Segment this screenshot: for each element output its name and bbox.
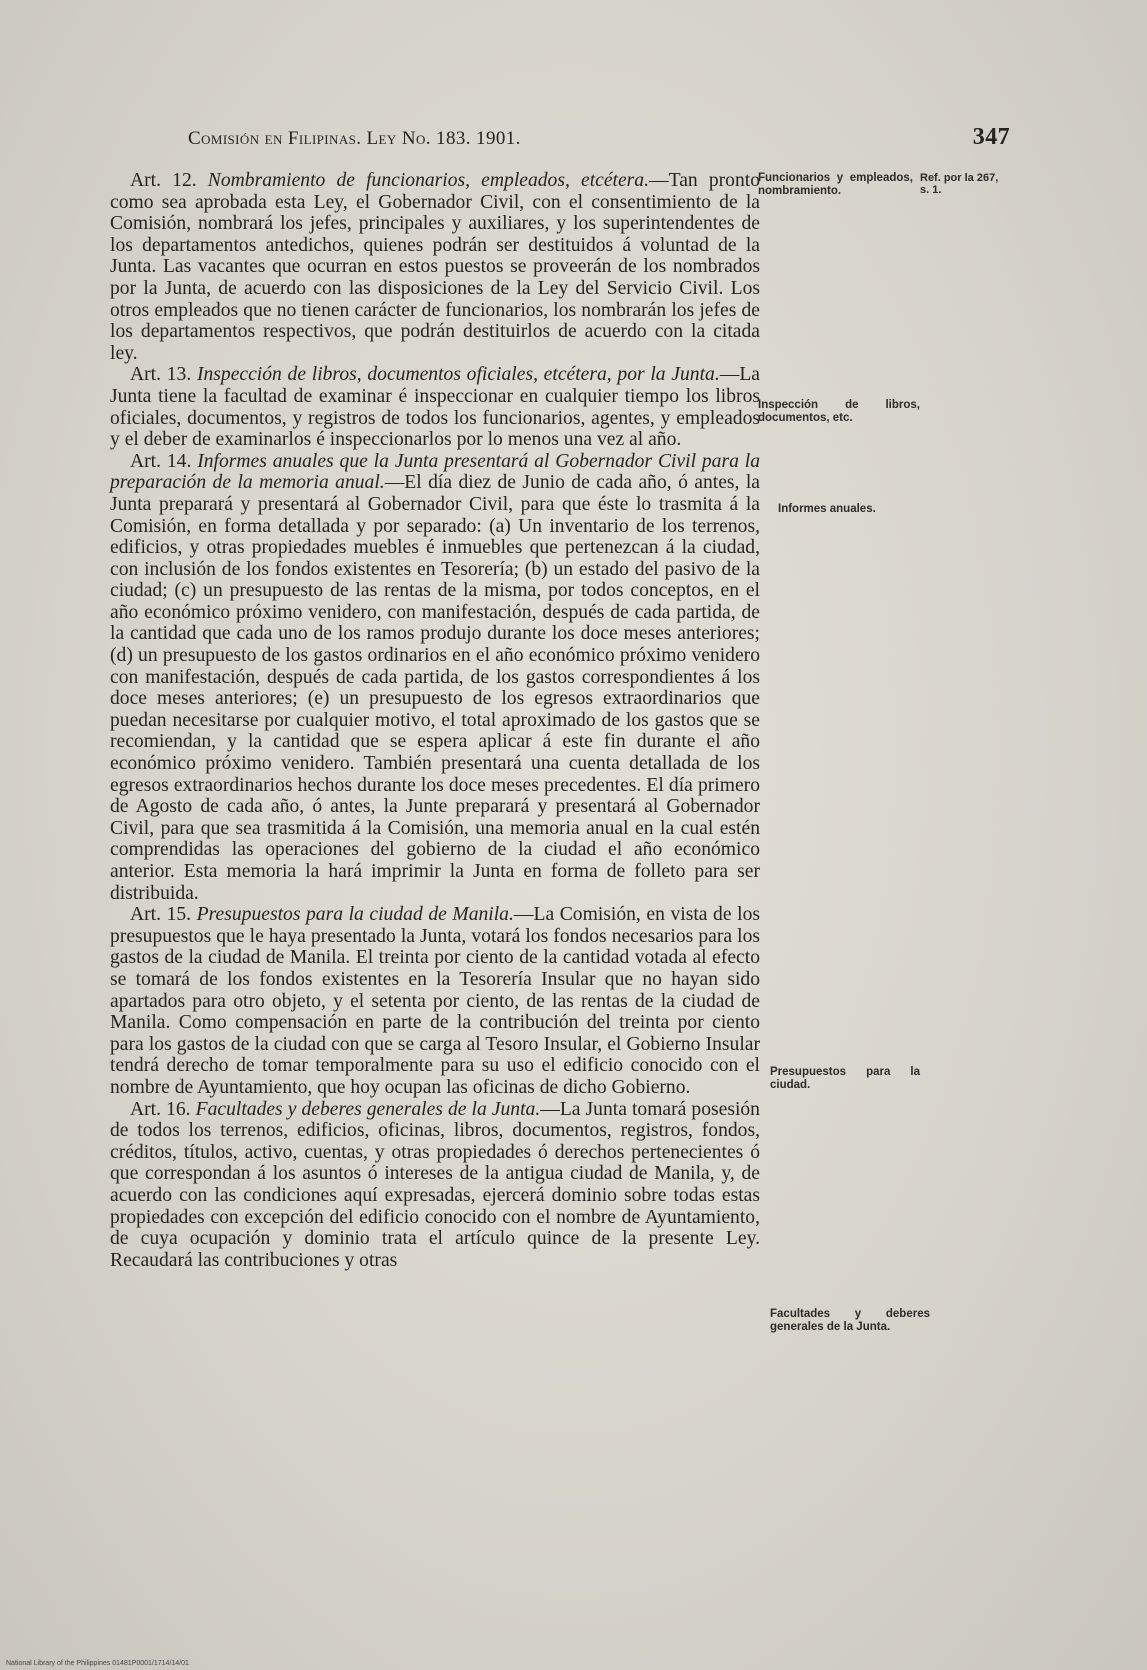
article-13 (110, 364, 760, 450)
article-number: Art. 14. (130, 450, 192, 472)
margin-note-14: Informes anuales. (778, 503, 876, 515)
article-text: —La Junta tomará posesión de todos los terrenos, edificios, oficinas, libros, documentos, registros, fondos, créditos, títulos, activo, cuentas, y otras propiedades ó derechos pertenecientes ó que correspondan á los asuntos ó intereses de la antigua ciudad de Manila, y, de acuerdo con las condiciones aquí expresadas, ejercerá dominio sobre todas estas propiedades con excepción del edificio conocido con el nombre de Ayuntamiento, de cuya ocupación y dominio trata el artículo quince de la presente Ley. Recaudará las contribuciones y otras (110, 1098, 760, 1271)
article-number: Art. 13. (130, 364, 192, 386)
scan-footer: National Library of the Philippines 01481P0001/1714/14/01 (6, 1660, 189, 1667)
article-text: —El día diez de Junio de cada año, ó antes, la Junta preparará y presentará al Gobernador Civil, para que éste lo trasmita á la Comisión, en forma detallada y por separado: (a) Un inventario de los terrenos, edificios, y otras propiedades muebles é inmuebles que pertenezcan á la ciudad, con inclusión de los fondos existentes en Tesorería; (b) un estado del pasivo de la ciudad; (c) un presupuesto de las rentas de la misma, por todos conceptos, en el año económico próximo venidero, con manifestación, después de cada partida, de la cantidad que cada uno de los ramos produjo durante los doce meses anteriores; (d) un presupuesto de los gastos ordinarios en el año económico próximo venidero con manifestación, después de cada partida, de los gastos correspondientes á los doce meses anteriores; (e) un presupuesto de los egresos extraordinarios que puedan necesitarse por cualquier motivo, el total aproximado de los gastos que se recomiendan, y la cantidad que se espera aplicar á este fin durante el año económico próximo venidero. También presentará una cuenta detallada de los egresos extraordinarios hechos durante los doce meses precedentes. El día primero de Agosto de cada año, ó antes, la Junte preparará y presentará al Gobernador Civil, para que sea trasmitida á la Comisión, una memoria anual en la cual estén comprendidas las operaciones del gobierno de la ciudad el año económico anterior. Esta memoria la hará imprimir la Junta en forma de folleto para ser distribuida. (110, 472, 760, 904)
page-number: 347 (972, 124, 1010, 150)
article-title: Nombramiento de funcionarios, empleados, etcétera. (207, 170, 650, 191)
article-16 (110, 1099, 760, 1272)
article-12 (110, 170, 760, 364)
article-title: Informes anuales que la Junta presentará al Gobernador Civil para la preparación de la memoria anual. (110, 450, 760, 494)
margin-note-15: Presupuestos para la ciudad. (770, 1066, 920, 1091)
article-number: Art. 16. (130, 1098, 191, 1120)
article-body (110, 170, 760, 1271)
article-title: Facultades y deberes generales de la Junta. (195, 1098, 541, 1120)
running-head: Comisión en Filipinas. Ley No. 183. 1901. (188, 128, 521, 149)
article-15 (110, 904, 760, 1098)
article-title: Presupuestos para la ciudad de Manila. (196, 904, 514, 926)
margin-note-16: Facultades y deberes generales de la Junta. (770, 1308, 930, 1333)
article-number: Art. 12. (130, 170, 197, 191)
reference-note: Ref. por la 267, s. 1. (920, 172, 999, 196)
margin-note-12: Funcionarios y empleados, nombramiento. (758, 172, 913, 197)
article-text: —Tan pronto como sea aprobada esta Ley, el Gobernador Civil, con el consentimiento de la Comisión, nombrará los jefes, principales y auxiliares, y los superintendentes de los departamentos antedichos, quienes podrán ser destituidos á voluntad de la Junta. Las vacantes que ocurran en estos puestos se proveerán de los nombrados por la Junta, de acuerdo con las disposiciones de la Ley del Servicio Civil. Los otros empleados que no tienen carácter de funcionarios, los nombrarán los jefes de los departamentos respectivos, que podrán destituirlos de acuerdo con la citada ley. (110, 170, 760, 364)
margin-note-13: Inspección de libros, documentos, etc. (758, 399, 920, 424)
article-number: Art. 15. (130, 904, 192, 926)
article-14 (110, 451, 760, 904)
article-text: —La Junta tiene la facultad de examinar é inspeccionar en cualquier tiempo los libros oficiales, documentos, y registros de todos los funcionarios, agentes, y empleados y el deber de examinarlos é inspeccionarlos por lo menos una vez al año. (110, 364, 760, 451)
article-title: Inspección de libros, documentos oficiales, etcétera, por la Junta. (196, 364, 720, 386)
page-header (180, 124, 1010, 154)
article-text: —La Comisión, en vista de los presupuestos que le haya presentado la Junta, votará los fondos necesarios para los gastos de la ciudad de Manila. El treinta por ciento de la cantidad votada al efecto se tomará de los fondos existentes en la Tesorería Insular que no hayan sido apartados para otro objeto, y el setenta por ciento, de las rentas de la ciudad de Manila. Como compensación en parte de la contribución del treinta por ciento para los gastos de la ciudad con que se carga al Tesoro Insular, el Gobierno Insular tendrá derecho de tomar temporalmente para su uso el edificio conocido con el nombre de Ayuntamiento, que hoy ocupan las oficinas de dicho Gobierno. (110, 904, 760, 1098)
